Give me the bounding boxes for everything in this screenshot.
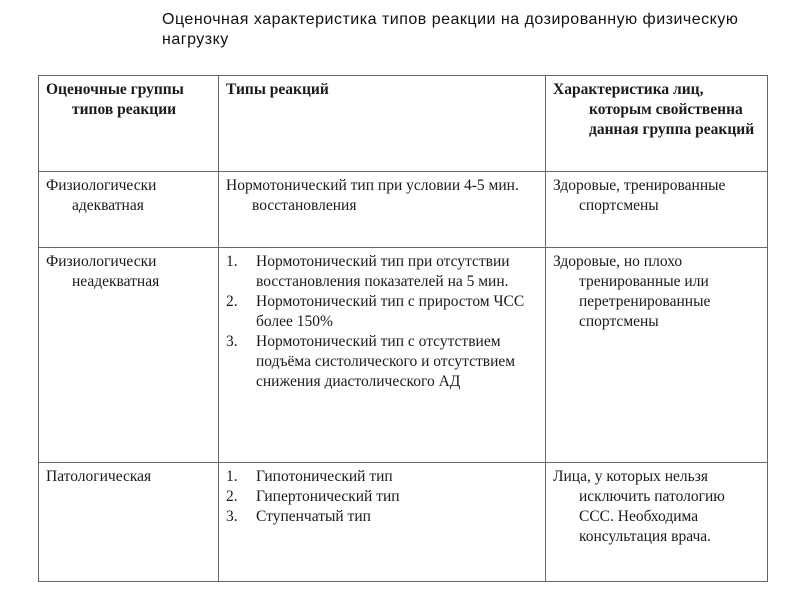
types-text: Нормотонический тип при условии 4-5 мин. восстановления [226,177,519,214]
characteristic-cell [546,463,768,582]
group-label: Физиологически адекватная [46,177,157,214]
header-cell-characteristic [546,76,768,172]
header-groups-label: Оценочные группы типов реакции [46,81,184,118]
list-text: Ступенчатый тип [256,508,371,525]
table-row [39,172,768,248]
characteristic-cell [546,172,768,248]
list-number: 1. [226,468,238,485]
types-list [226,252,539,392]
types-cell [219,172,546,248]
list-text: Нормотонический тип с приростом ЧСС более 150% [256,293,525,330]
list-number: 1. [226,253,238,270]
list-number: 2. [226,293,238,310]
group-label: Физиологически неадекватная [46,253,160,290]
header-cell-types [219,76,546,172]
header-types-label: Типы реакций [226,81,329,98]
characteristic-text: Лица, у которых нельзя исключить патологию ССС. Необходима консультация врача. [553,468,725,545]
list-item [226,292,539,332]
table-row [39,248,768,463]
list-item [226,332,539,392]
group-cell [39,248,219,463]
list-item [226,487,539,507]
list-number: 3. [226,508,238,525]
list-item [226,252,539,292]
characteristic-text: Здоровые, тренированные спортсмены [553,177,726,214]
list-text: Гипертонический тип [256,488,400,505]
group-label: Патологическая [46,468,152,485]
group-cell [39,463,219,582]
characteristic-text: Здоровые, но плохо тренированные или перетренированные спортсмены [553,253,711,330]
list-text: Гипотонический тип [256,468,393,485]
list-number: 3. [226,333,238,350]
types-cell [219,463,546,582]
header-cell-groups [39,76,219,172]
page-title: Оценочная характеристика типов реакции на дозированную физическую нагрузку [162,11,739,48]
list-text: Нормотонический тип с отсутствием подъёма систолического и отсутствием снижения диастолического АД [256,333,516,390]
list-item [226,507,539,527]
list-item [226,467,539,487]
types-list [226,467,539,527]
header-characteristic-label: Характеристика лиц, которым свойственна данная группа реакций [553,81,755,138]
types-cell [219,248,546,463]
list-number: 2. [226,488,238,505]
list-text: Нормотонический тип при отсутствии восстановления показателей на 5 мин. [256,253,510,290]
characteristic-cell [546,248,768,463]
table-row [39,463,768,582]
table-header-row [39,76,768,172]
group-cell [39,172,219,248]
reaction-types-table [38,75,768,582]
